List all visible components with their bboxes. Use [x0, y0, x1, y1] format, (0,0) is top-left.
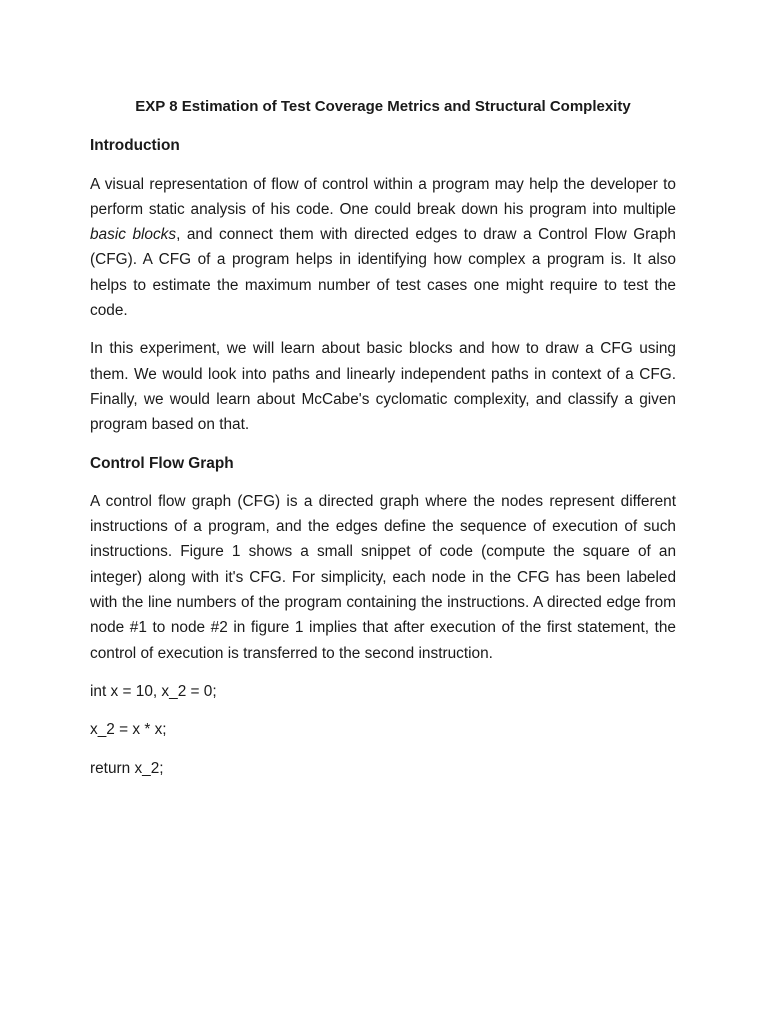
- introduction-paragraph-1: [90, 172, 676, 324]
- code-line-3: return x_2;: [90, 759, 164, 777]
- code-line-1: int x = 10, x_2 = 0;: [90, 682, 217, 700]
- introduction-paragraph-2: In this experiment, we will learn about basic blocks and how to draw a CFG using them. We would look into paths and linearly independent paths in context of a CFG. Finally, we would learn about McCabe's cyclomatic complexity, and classify a given program based on that.: [90, 340, 676, 434]
- control-flow-graph-paragraph: A control flow graph (CFG) is a directed graph where the nodes represent different instructions of a program, and the edges define the sequence of execution of such instructions. Figure 1 shows a small snippet of code (compute the square of an integer) along with it's CFG. For simplicity, each node in the CFG has been labeled with the line numbers of the program containing the instructions. A directed edge from node #1 to node #2 in figure 1 implies that after execution of the first statement, the control of execution is transferred to the second instruction.: [90, 492, 676, 662]
- introduction-paragraph-1-text-b: , and connect them with directed edges to draw a Control Flow Graph (CFG). A CFG of a program helps in identifying how complex a program is. It also helps to estimate the maximum number of test cases one might require to test the code.: [90, 226, 676, 320]
- code-line-2: x_2 = x * x;: [90, 721, 167, 739]
- basic-blocks-term: basic blocks: [90, 226, 177, 244]
- document-body: [90, 94, 676, 794]
- control-flow-graph-heading: Control Flow Graph: [90, 454, 234, 472]
- document-title: EXP 8 Estimation of Test Coverage Metrics and Structural Complexity: [135, 98, 631, 115]
- introduction-paragraph-1-text-a: A visual representation of flow of control within a program may help the developer to perform static analysis of his code. One could break down his program into multiple: [90, 175, 676, 218]
- introduction-heading: Introduction: [90, 137, 180, 155]
